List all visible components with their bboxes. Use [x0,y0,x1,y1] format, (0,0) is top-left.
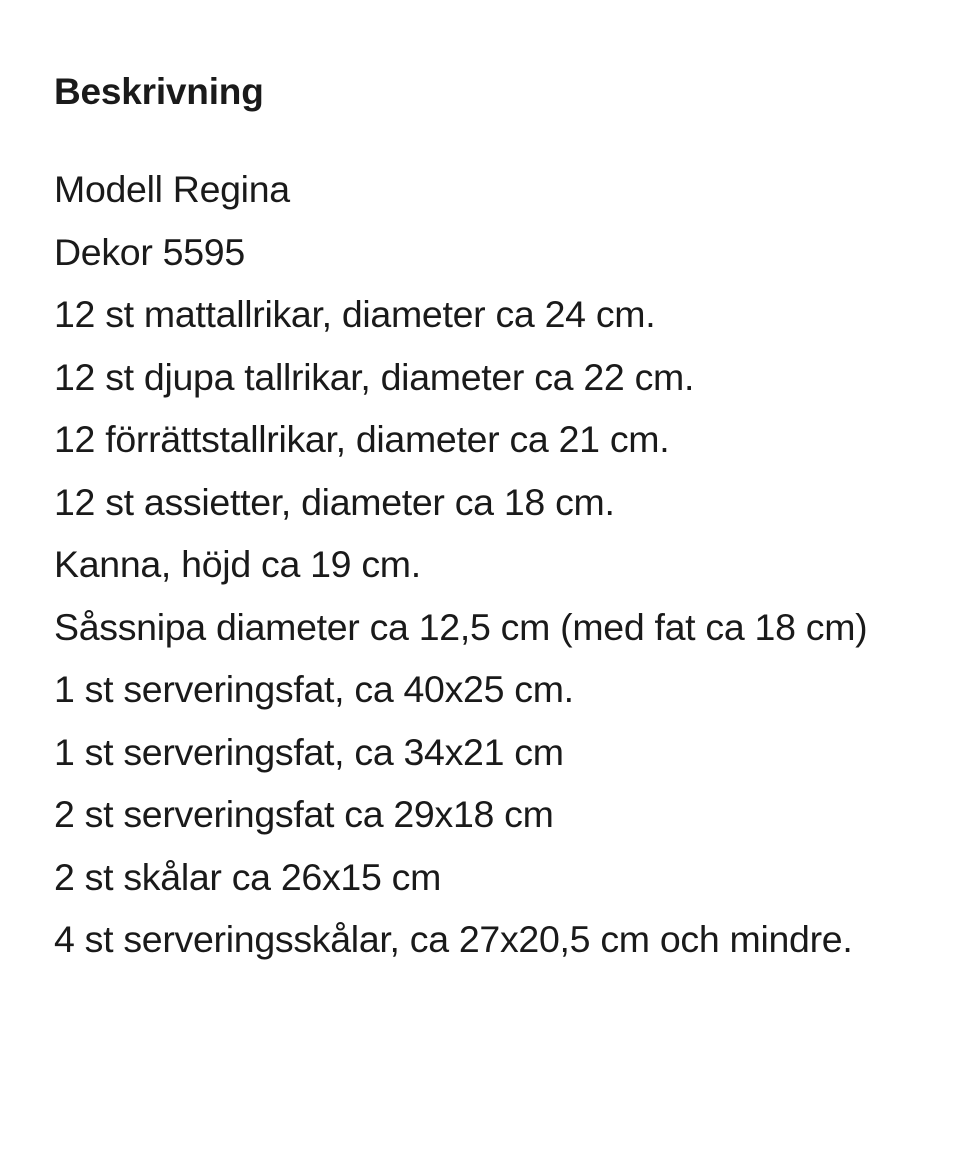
description-line: 12 st djupa tallrikar, diameter ca 22 cm. [54,355,695,398]
section-heading: Beskrivning [54,71,264,112]
description-line: 1 st serveringsfat, ca 40x25 cm. [54,668,574,710]
description-list [54,158,910,971]
description-line: Dekor 5595 [54,230,245,273]
description-line: 12 st assietter, diameter ca 18 cm. [54,480,615,523]
description-line: Såssnipa diameter ca 12,5 cm (med fat ca 18 cm) [54,605,868,648]
description-line: 1 st serveringsfat, ca 34x21 cm [54,730,564,773]
description-line: 12 st mattallrikar, diameter ca 24 cm. [54,293,656,335]
description-line: 12 förrättstallrikar, diameter ca 21 cm. [54,418,670,460]
description-line: Modell Regina [54,168,290,210]
description-line: 2 st serveringsfat ca 29x18 cm [54,793,554,835]
description-line: 2 st skålar ca 26x15 cm [54,855,442,898]
description-line: 4 st serveringsskålar, ca 27x20,5 cm och mindre. [54,918,853,960]
description-line: Kanna, höjd ca 19 cm. [54,543,421,585]
